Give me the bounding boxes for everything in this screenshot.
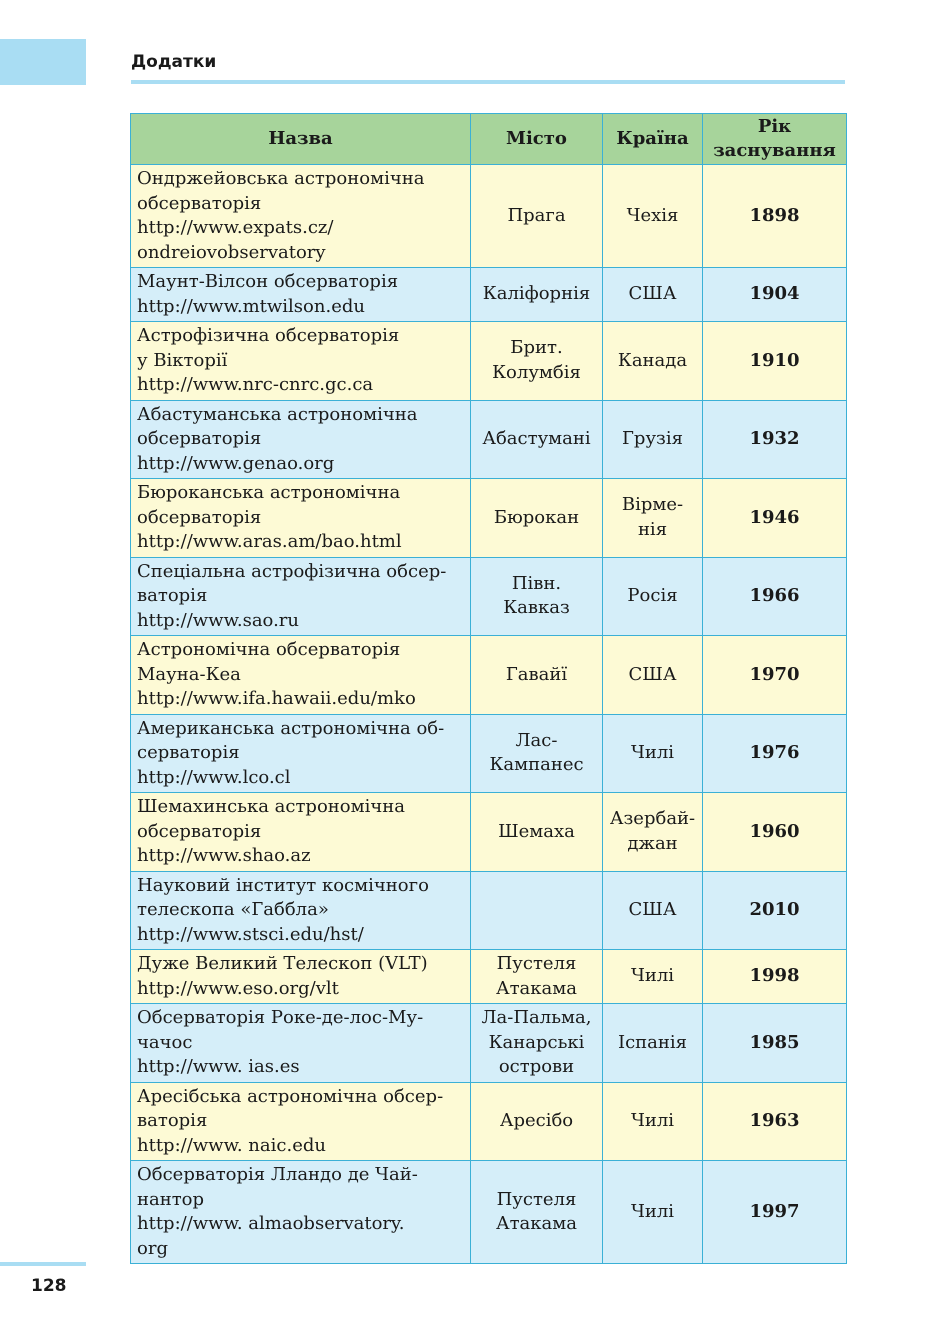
cell-city-line: Аресібо	[499, 1110, 574, 1131]
table-row	[131, 1082, 847, 1161]
cell-name-line: Ондржейовська астрономічна	[137, 168, 425, 189]
table-row	[131, 793, 847, 872]
cell-city-line: Атакама	[495, 977, 578, 999]
cell-name-line: http://www. ias.es	[137, 1056, 300, 1077]
header-rule	[131, 80, 845, 84]
cell-country-line: Чилі	[630, 742, 675, 763]
cell-name-line: нантор	[137, 1188, 205, 1210]
footer-rule	[0, 1262, 86, 1266]
cell-name	[131, 793, 471, 872]
cell-year: 1963	[703, 1082, 847, 1161]
cell-city-line: Атакама	[495, 1213, 578, 1234]
cell-year: 2010	[703, 871, 847, 950]
cell-city-line: Пустеля	[496, 1188, 577, 1210]
cell-country-line: Грузія	[622, 428, 683, 449]
column-header-city: Місто	[471, 114, 603, 165]
cell-name-line: обсерваторія	[137, 192, 262, 214]
cell-country	[603, 479, 703, 558]
cell-name-line: Астрономічна обсерваторія	[137, 639, 401, 660]
corner-tab	[0, 39, 86, 85]
cell-city	[471, 1004, 603, 1083]
cell-country-line: Росія	[627, 585, 678, 606]
cell-year: 1904	[703, 268, 847, 322]
cell-name-line: ваторія	[137, 1110, 208, 1131]
cell-name-line: Обсерваторія Лландо де Чай-	[137, 1164, 418, 1185]
cell-city	[471, 557, 603, 636]
cell-country	[603, 268, 703, 322]
cell-city-line: Лас-	[515, 729, 558, 751]
cell-name-line: обсерваторія	[137, 428, 262, 449]
cell-name-line: Мауна-Кеа	[137, 663, 241, 685]
cell-name	[131, 268, 471, 322]
cell-name	[131, 636, 471, 715]
cell-name-line: http://www.eso.org/vlt	[137, 977, 339, 999]
cell-country-line: Вірме-	[621, 494, 684, 516]
table-row	[131, 636, 847, 715]
table-row	[131, 165, 847, 268]
cell-name-line: ваторія	[137, 585, 208, 606]
cell-city	[471, 479, 603, 558]
cell-country	[603, 322, 703, 401]
cell-name-line: чачос	[137, 1031, 193, 1053]
cell-country-line: Іспанія	[617, 1031, 688, 1053]
cell-country-line: США	[628, 283, 677, 305]
cell-country-line: джан	[627, 832, 678, 854]
cell-year: 1932	[703, 400, 847, 479]
cell-country-line: США	[628, 899, 677, 920]
table-body	[131, 165, 847, 1264]
cell-year: 1960	[703, 793, 847, 872]
cell-name-line: у Вікторії	[137, 349, 228, 371]
table-row	[131, 400, 847, 479]
cell-year: 1910	[703, 322, 847, 401]
cell-city	[471, 322, 603, 401]
cell-country-line: нія	[637, 518, 668, 540]
cell-name-line: http://www.sao.ru	[137, 609, 299, 631]
table-row	[131, 714, 847, 793]
cell-country-line: Азербай-	[609, 808, 696, 830]
cell-city-line: Кампанес	[489, 754, 584, 776]
cell-country	[603, 400, 703, 479]
cell-name-line: http://www.stsci.edu/hst/	[137, 923, 364, 945]
cell-city-line: Канарські	[488, 1031, 585, 1053]
column-header-name: Назва	[131, 114, 471, 165]
cell-name-line: http://www.ifa.hawaii.edu/mko	[137, 688, 416, 709]
cell-name-line: Бюроканська астрономічна	[137, 482, 401, 503]
cell-name	[131, 1161, 471, 1264]
cell-city-line: Брит.	[510, 337, 563, 359]
cell-year: 1997	[703, 1161, 847, 1264]
cell-country	[603, 1082, 703, 1161]
cell-name-line: серваторія	[137, 742, 240, 763]
cell-city	[471, 165, 603, 268]
cell-name-line: Обсерваторія Роке-де-лос-Му-	[137, 1007, 424, 1028]
cell-country	[603, 950, 703, 1004]
cell-country	[603, 871, 703, 950]
cell-name-line: Науковий інститут космічного	[137, 874, 429, 896]
cell-city-line: Гавайї	[505, 663, 568, 685]
cell-name-line: http://www.shao.az	[137, 845, 311, 866]
cell-name-line: Спеціальна астрофізична обсер-	[137, 560, 447, 582]
cell-name	[131, 165, 471, 268]
table-row	[131, 871, 847, 950]
cell-year: 1976	[703, 714, 847, 793]
cell-year: 1985	[703, 1004, 847, 1083]
cell-name-line: Абастуманська астрономічна	[137, 403, 418, 425]
cell-name-line: обсерваторія	[137, 506, 262, 528]
table-row	[131, 950, 847, 1004]
cell-city-line: Пустеля	[496, 953, 577, 974]
cell-name-line: телескопа «Габбла»	[137, 899, 329, 920]
cell-country	[603, 1004, 703, 1083]
cell-name-line: http://www.expats.cz/	[137, 217, 334, 238]
table-row	[131, 1161, 847, 1264]
cell-city-line: Кавказ	[503, 597, 570, 619]
cell-name-line: обсерваторія	[137, 820, 262, 842]
cell-name-line: http://www.genao.org	[137, 452, 335, 474]
cell-name-line: Астрофізична обсерваторія	[137, 325, 400, 346]
cell-name	[131, 1082, 471, 1161]
cell-name-line: http://www.aras.am/bao.html	[137, 531, 402, 552]
cell-city	[471, 636, 603, 715]
cell-name-line: Маунт-Вілсон обсерваторія	[137, 271, 399, 292]
cell-name-line: Шемахинська астрономічна	[137, 796, 406, 817]
section-title: Додатки	[131, 52, 217, 72]
page-number: 128	[31, 1276, 67, 1296]
cell-name-line: org	[137, 1237, 168, 1259]
cell-city-line: Бюрокан	[493, 506, 580, 528]
cell-city	[471, 268, 603, 322]
cell-city	[471, 871, 603, 950]
table-row	[131, 1004, 847, 1083]
cell-year: 1946	[703, 479, 847, 558]
cell-year: 1998	[703, 950, 847, 1004]
column-header-country: Країна	[603, 114, 703, 165]
cell-city-line: Шемаха	[498, 820, 575, 842]
cell-country	[603, 636, 703, 715]
cell-city	[471, 950, 603, 1004]
cell-name	[131, 950, 471, 1004]
cell-country-line: Чехія	[626, 204, 679, 226]
cell-name-line: Дуже Великий Телескоп (VLT)	[137, 953, 428, 974]
cell-name	[131, 322, 471, 401]
cell-name-line: http://www.mtwilson.edu	[137, 295, 365, 317]
cell-country-line: Канада	[617, 349, 688, 371]
cell-city	[471, 400, 603, 479]
cell-name-line: http://www.nrc-cnrc.gc.ca	[137, 374, 374, 395]
observatories-table	[130, 113, 847, 1264]
cell-name-line: ondreiovobservatory	[137, 241, 326, 263]
cell-city-line: Півн.	[511, 572, 562, 594]
cell-name	[131, 714, 471, 793]
cell-city-line: Ла-Пальма,	[481, 1007, 592, 1028]
cell-name	[131, 557, 471, 636]
cell-name-line: Американська астрономічна об-	[137, 717, 445, 739]
table-row	[131, 557, 847, 636]
cell-country	[603, 714, 703, 793]
cell-country	[603, 793, 703, 872]
table-row	[131, 322, 847, 401]
cell-city-line: Каліфорнія	[482, 283, 591, 305]
cell-city-line: Прага	[507, 204, 566, 226]
cell-name	[131, 1004, 471, 1083]
cell-country	[603, 1161, 703, 1264]
column-header-year: Рік заснування	[703, 114, 847, 165]
cell-year: 1966	[703, 557, 847, 636]
cell-city-line: острови	[498, 1056, 575, 1077]
cell-country-line: Чилі	[630, 965, 675, 987]
cell-name	[131, 400, 471, 479]
cell-city-line: Колумбія	[492, 361, 581, 383]
cell-city	[471, 1161, 603, 1264]
cell-country-line: США	[628, 663, 677, 685]
table-row	[131, 268, 847, 322]
cell-name	[131, 871, 471, 950]
cell-country	[603, 557, 703, 636]
cell-year: 1970	[703, 636, 847, 715]
cell-city	[471, 714, 603, 793]
cell-country	[603, 165, 703, 268]
cell-city	[471, 1082, 603, 1161]
cell-year: 1898	[703, 165, 847, 268]
table-row	[131, 479, 847, 558]
cell-city	[471, 793, 603, 872]
cell-country-line: Чилі	[630, 1110, 675, 1131]
cell-name	[131, 479, 471, 558]
table-header-row	[131, 114, 847, 165]
cell-name-line: http://www. almaobservatory.	[137, 1213, 405, 1234]
cell-name-line: Аресібська астрономічна обсер-	[137, 1085, 444, 1107]
cell-name-line: http://www.lco.cl	[137, 766, 291, 788]
cell-city-line: Абастумані	[482, 428, 591, 449]
cell-country-line: Чилі	[630, 1200, 675, 1222]
cell-name-line: http://www. naic.edu	[137, 1134, 326, 1156]
